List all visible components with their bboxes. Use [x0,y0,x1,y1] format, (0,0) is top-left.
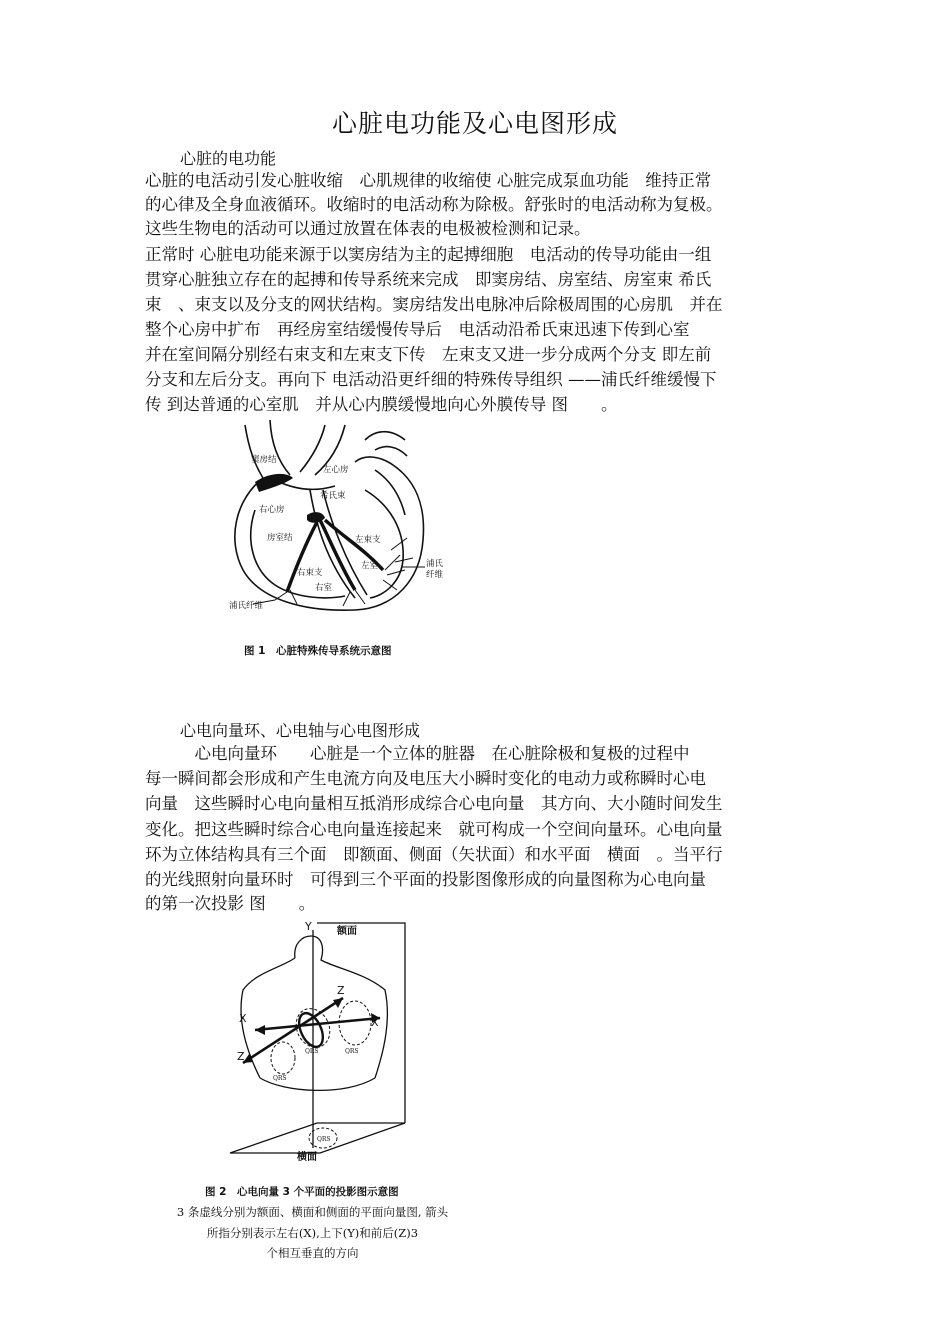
paragraph-line: 正常时 心脏电功能来源于以窦房结为主的起搏细胞 电活动的传导功能由一组 [145,245,712,264]
paragraph-line: 向量 这些瞬时心电向量相互抵消形成综合心电向量 其方向、大小随时间发生 [145,794,723,813]
paragraph-line: 心电向量环 心脏是一个立体的脏器 在心脏除极和复极的过程中 [145,744,690,763]
paragraph-line: 环为立体结构具有三个面 即额面、侧面（矢状面）和水平面 横面 。当平行 [145,845,723,864]
section-heading-vector-loop: 心电向量环、心电轴与心电图形成 [180,721,421,740]
figure1-caption: 图 1 心脏特殊传导系统示意图 [244,645,392,657]
paragraph-line: 束 、束支以及分支的网状结构。窦房结发出电脉冲后除极周围的心房肌 并在 [145,295,723,314]
label-horizontal-plane: 横面 [297,1152,317,1163]
paragraph-line: 分支和左后分支。再向下 电活动沿更纤细的特殊传导组织 ——浦氏纤维缓慢下 [145,370,717,389]
label-right-bundle: 右束支 [297,568,323,578]
label-right-atrium: 右心房 [259,505,285,515]
figure2-sub-line: 个相互垂直的方向 [266,1246,359,1260]
paragraph-line: 的心律及全身血液循环。收缩时的电活动称为除极。舒张时的电活动称为复极。 [145,195,723,214]
label-sa-node: 窦房结 [251,455,277,465]
heart-diagram-icon [215,420,455,620]
label-av-node: 房室结 [267,533,293,543]
paragraph-line: 变化。把这些瞬时综合心电向量连接起来 就可构成一个空间向量环。心电向量 [145,820,723,839]
label-left-bundle: 左束支 [355,535,381,545]
label-z-top: Z [337,984,345,997]
paragraph-line: 每一瞬间都会形成和产生电流方向及电压大小瞬时变化的电动力或称瞬时心电 [145,769,706,788]
label-his-bundle: 希氏束 [320,491,346,501]
heart-conduction-figure [215,420,455,620]
label-purkinje-bottom: 浦氏纤维 [229,601,264,611]
label-qrs-3: QRS [305,1048,319,1055]
paragraph-line: 的光线照射向量环时 可得到三个平面的投影图像形成的向量图称为心电向量 [145,870,706,889]
label-right-ventricle: 右室 [315,583,333,593]
label-y-axis: Y [305,920,312,933]
section-heading-electrical-function: 心脏的电功能 [180,149,277,168]
document-title: 心脏电功能及心电图形成 [331,109,618,138]
paragraph-line: 整个心房中扩布 再经房室结缓慢传导后 电活动沿希氏束迅速下传到心室 [145,320,690,339]
figure2-sub-line: 所指分别表示左右(X),上下(Y)和前后(Z)3 [206,1226,419,1240]
figure2-sub-line: 3 条虚线分别为额面、横面和侧面的平面向量图, 箭头 [176,1205,449,1219]
paragraph-line: 心脏的电活动引发心脏收缩 心肌规律的收缩使 心脏完成泵血功能 维持正常 [145,171,712,190]
label-frontal-plane: 额面 [337,926,357,937]
vector-projection-figure [225,918,415,1163]
figure2-caption: 图 2 心电向量 3 个平面的投影图示意图 [205,1186,399,1198]
label-qrs-1: QRS [273,1075,287,1082]
label-left-atrium: 左心房 [323,465,349,475]
label-left-ventricle: 左室 [361,561,379,571]
label-z-left: Z [237,1050,245,1063]
paragraph-line: 这些生物电的活动可以通过放置在体表的电极被检测和记录。 [145,219,591,238]
vector-projection-diagram-icon [225,918,415,1163]
paragraph-line: 贯穿心脏独立存在的起搏和传导系统来完成 即窦房结、房室结、房室束 希氏 [145,270,712,289]
label-qrs-2: QRS [345,1048,359,1055]
paragraph-line: 的第一次投影 图 。 [145,894,316,913]
label-x-left: X [239,1012,247,1025]
paragraph-line: 并在室间隔分别经右束支和左束支下传 左束支又进一步分成两个分支 即左前 [145,345,712,364]
label-qrs-4: QRS [317,1136,331,1143]
label-x-right: X [371,1016,379,1029]
label-purkinje-right: 浦氏 [426,559,444,569]
label-purkinje-right-2: 纤维 [426,570,444,580]
paragraph-line: 传 到达普通的心室肌 并从心内膜缓慢地向心外膜传导 图 。 [145,395,618,414]
